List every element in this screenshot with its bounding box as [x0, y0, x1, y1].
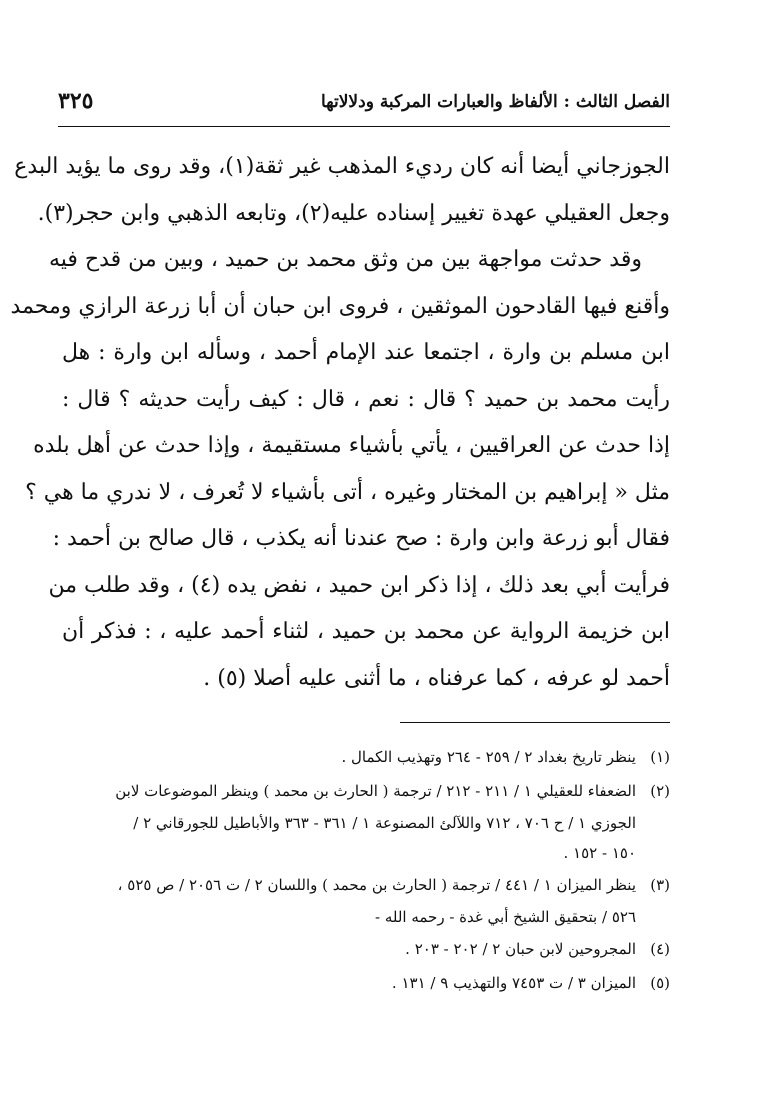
- footnote-line: الجوزي ١ / ح ٧٠٦ ، ٧١٢ واللآلئ المصنوعة ١ / ٣٦١ - ٣٦٣ والأباطيل للجورقاني ٢ /: [133, 814, 636, 832]
- footnote-line: ينظر تاريخ بغداد ٢ / ٢٥٩ - ٢٦٤ وتهذيب الكمال .: [341, 748, 636, 766]
- body-line: رأيت محمد بن حميد ؟ قال : نعم ، قال : كيف رأيت حديثه ؟ قال :: [62, 386, 670, 412]
- body-line: إذا حدث عن العراقيين ، يأتي بأشياء مستقيمة ، وإذا حدث عن أهل بلده: [33, 433, 670, 458]
- footnote-line: ١٥٠ - ١٥٢ .: [563, 844, 636, 862]
- body-line: ابن مسلم بن وارة ، اجتمعا عند الإمام أحمد ، وسأله ابن وارة : هل: [62, 340, 670, 365]
- footnote-number: (١): [650, 748, 670, 766]
- body-line: الجوزجاني أيضا أنه كان رديء المذهب غير ثقة(١)، وقد روى ما يؤيد البدع: [14, 154, 670, 179]
- footnote-3: [60, 868, 670, 932]
- body-line: وقد حدثت مواجهة بين من وثق محمد بن حميد ، وبين من قدح فيه: [48, 247, 642, 272]
- footnote-2: [60, 774, 670, 868]
- footnote-separator: [400, 722, 670, 723]
- footnote-line: الميزان ٣ / ت ٧٤٥٣ والتهذيب ٩ / ١٣١ .: [391, 974, 636, 992]
- footnotes: [60, 740, 670, 1000]
- body-line: ابن خزيمة الرواية عن محمد بن حميد ، لثناء أحمد عليه ، : فذكر أن: [62, 619, 670, 644]
- body-line: وجعل العقيلي عهدة تغيير إسناده عليه(٢)، وتابعه الذهبي وابن حجر(٣).: [37, 200, 670, 226]
- page-number: ٣٢٥: [58, 88, 94, 114]
- footnote-1: [60, 740, 670, 774]
- footnote-number: (٥): [650, 974, 670, 992]
- body-line: وأقنع فيها القادحون الموثقين ، فروى ابن حبان أن أبا زرعة الرازي ومحمد: [10, 293, 670, 319]
- footnote-line: ٥٢٦ / بتحقيق الشيخ أبي غدة - رحمه الله -: [374, 908, 636, 926]
- header-rule: [58, 126, 670, 127]
- footnote-number: (٤): [650, 940, 670, 958]
- body-line: فقال أبو زرعة وابن وارة : صح عندنا أنه يكذب ، قال صالح بن أحمد :: [52, 526, 670, 551]
- body-line: مثل « إبراهيم بن المختار وغيره ، أتى بأشياء لا تُعرف ، لا ندري ما هي ؟: [25, 479, 670, 505]
- footnote-number: (٣): [650, 876, 670, 894]
- footnote-4: [60, 932, 670, 966]
- footnote-line: الضعفاء للعقيلي ١ / ٢١١ - ٢١٢ / ترجمة ( الحارث بن محمد ) وينظر الموضوعات لابن: [115, 782, 636, 800]
- footnote-number: (٢): [650, 782, 670, 800]
- body-line: أحمد لو عرفه ، كما عرفناه ، ما أثنى عليه أصلا (٥) .: [203, 665, 670, 691]
- page-header: [58, 88, 670, 122]
- footnote-5: [60, 966, 670, 1000]
- running-title: الفصل الثالث : الألفاظ والعبارات المركبة ودلالاتها: [320, 92, 670, 112]
- footnote-line: المجروحين لابن حبان ٢ / ٢٠٢ - ٢٠٣ .: [405, 940, 636, 958]
- body-text: [10, 144, 670, 702]
- footnote-line: ينظر الميزان ١ / ٤٤١ / ترجمة ( الحارث بن محمد ) واللسان ٢ / ت ٢٠٥٦ / ص ٥٢٥ ،: [117, 876, 636, 894]
- body-line: فرأيت أبي بعد ذلك ، إذا ذكر ابن حميد ، نفض يده (٤) ، وقد طلب من: [48, 572, 670, 598]
